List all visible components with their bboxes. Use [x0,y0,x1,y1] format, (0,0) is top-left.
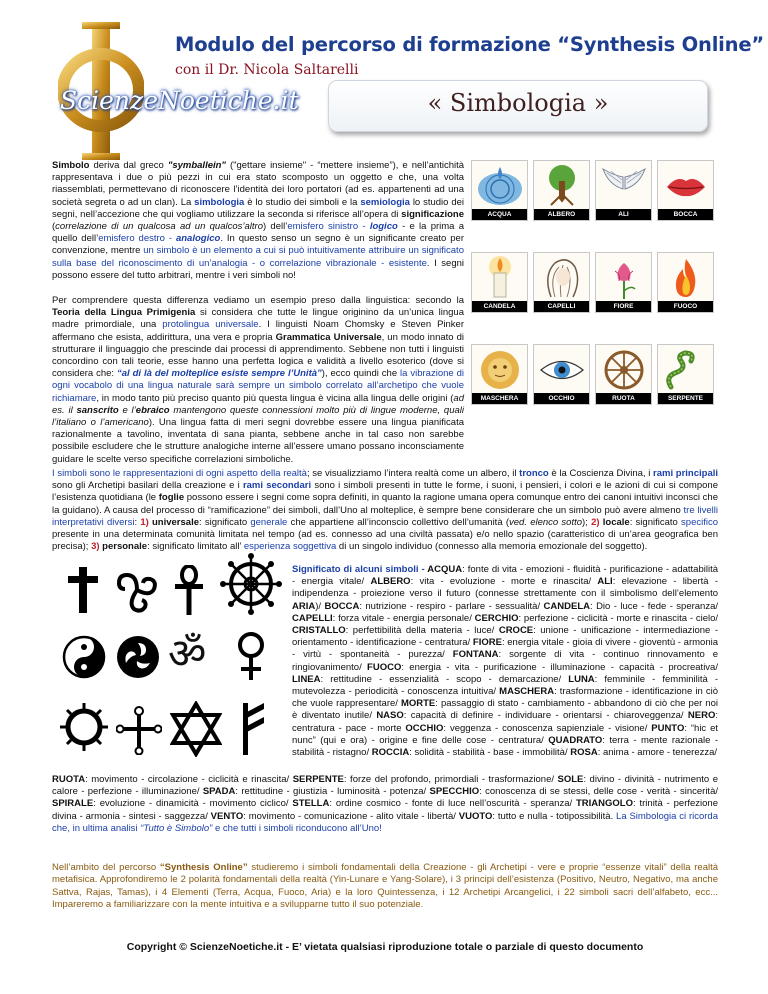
card-label: ALBERO [534,209,589,220]
symbol-meaning: : Dio - luce - fede - speranza/ [590,600,719,612]
flower-card-icon [599,255,649,301]
card-label: RUOTA [596,393,651,404]
latin-cross-icon [66,567,100,613]
candle-card-icon [475,255,525,301]
symbol-keyword: TRIANGOLO [576,798,633,810]
language-paragraph: Per comprendere questa differenza vediamo un esempio preso dalla linguistica: secondo la Teoria della Lingua Primigenia si considera che tutte le lingue originino da un’unica lingua madre primordiale, una protolingua universale. I linguisti Noam Chomsky e Steven Pinker affermano che esista, addirittura, una vera e propria Grammatica Universale, un modo innato di strutturare il linguaggio che prescinde dai processi di apprendimento. Sebbene non tutti i linguisti concordino con tali teorie, esse hanno una perfetta logica e validità a livello esoterico (dove si considera che: “al di là del molteplice esiste sempre l’Unità”), ecco quindi che la vibrazione di ogni vocabolo di una lingua naturale sarà sempre un simbolo correlato all’archetipo che vuole richiamare, in modo tanto più preciso quanto più questa lingua è vicina alla lingua delle origini (ad es. il sanscrito e l’ebraico mantengono queste connessioni molto più di lingue moderne, quali l’italiano o l’americano). Una lingua fatta di meri segni dovrebbe essere una lingua pianificata razionalmente a tavolino, inventata di sana pianta, sebbene anche in tal caso non sarebbe possibile escludere che le strutture analogiche interne all’essere umano possano inconsciamente guidare le scelte verso specifiche correlazioni simboliche. [52,295,465,465]
symbol-meaning: : tutto e nulla - totipossibilità. [492,810,617,822]
card-label: FIORE [596,301,651,312]
card-label: ALI [596,209,651,220]
intro-paragraph: Simbolo deriva dal greco "symballein" ("gettare insieme" - “mettere insieme”), e nell’antichità rappresentava i due o più pezzi in cui era stato scomposto un oggetto e che, una volta riassemblati, permettevano di riconoscere l’identità dei loro portatori (ad es. appartenenti ad una società segreta o ad un clan). La simbologia è lo studio dei simboli e la semiologia lo studio dei segni, nell’accezione che qui vogliamo utilizzare la seconda si riferisce all’opera di significazione (correlazione di un qualcosa ad un qualcos’altro) dell’emisfero sinistro - logico - e la prima a quello dell’emisfero destro - analogico. In questo senso un segno è un significante creato per convenzione, mentre un simbolo è un elemento a cui si può intuitivamente attribuire un significato sulla base del riconoscimento di un’analogia - o correlazione vibrazionale - esistente. I segni possono essere del tutto arbitrari, mentre i veri simboli no! [52,160,465,281]
card-label: SERPENTE [658,393,713,404]
symbol-keyword: VENTO [210,810,244,822]
eye-card-icon [537,347,587,393]
symbol-meaning: : divino - divinità - nutrimento e calore - perfezione - illuminazione/ [52,774,719,798]
symbol-keyword: MASCHERA [499,686,555,698]
symbol-keyword: LUNA [568,673,595,685]
symbol-meaning: : movimento - comunicazione - alito vitale - libertà/ [243,810,459,822]
card-ruota [595,344,652,405]
symbol-keyword: NASO [376,710,404,722]
symbol-keyword: ALI [597,576,613,588]
wheel-card-icon [599,347,649,393]
mask-card-icon [475,347,525,393]
symbol-keyword: SOLE [557,774,584,785]
symbol-keyword: SPIRALE [52,798,94,810]
fire-card-icon [661,255,711,301]
symbol-meaning: : nutrizione - respiro - parlare - sessualità/ [359,600,544,612]
symbol-keyword: SERPENTE [292,774,344,785]
symbol-meaning: : fonte di vita - emozioni - fluidità - purificazione - adattabilità - energia vitale/ [292,564,718,588]
symbol-meaning: : conoscenza di se stessi, delle cose - verità - sincerità/ [479,786,718,798]
symbol-keyword: STELLA [292,798,330,810]
card-albero [533,160,590,221]
module-title: Modulo del percorso di formazione “Synthesis Online” [175,33,764,56]
symbol-keyword: FUOCO [367,661,402,673]
symbol-keyword: ACQUA [427,564,463,575]
symbol-cards-grid [471,160,715,434]
symbol-meaning: : rettitudine - essenzialità - scopo - demarcazione/ [320,673,569,685]
symbol-keyword: CAPELLI [292,612,333,624]
symbol-meaning: : solidità - stabilità - base - immobilità/ [409,747,571,759]
crossed-circles-icon [116,703,162,755]
symbol-meaning: : veggenza - conoscenza sapienziale - visione/ [443,722,652,734]
symbol-keyword: ALBERO [370,576,411,588]
card-fuoco [657,252,714,313]
symbol-keyword: CERCHIO [474,612,519,624]
triskele-icon [114,567,160,613]
symbol-meaning: : rettitudine - giustizia - luminosità - potenza/ [235,786,430,798]
levels-paragraph: I simboli sono le rappresentazioni di ogni aspetto della realtà; se visualizziamo l’intera realtà come un albero, il tronco è la Coscienza Divina, i rami principali sono gli Archetipi basilari della creazione e i rami secondari sono i simboli presenti in tutte le forme, i suoni, i pensieri, i colori e le azioni di cui si compone l’esistenza quotidiana (le foglie possono essere i segni come sopra definiti, in quanto la ragione umana opera comunque entro dei canoni intuitivi inconsci che la guidano). A causa del processo di “ramificazione” dei simboli, dall’Uno al molteplice, è sempre bene considerare che un simbolo può avere almeno tre livelli interpretativi diversi: 1) universale: significato generale che appartiene all’inconscio collettivo dell’umanità (ved. elenco sotto); 2) locale: significato specifico presente in una determinata comunità limitata nel tempo (ad es. connesso ad una civiltà passata) e/o nello spazio (caratteristico di un’area geografica ben precisa); 3) personale: significato limitato all’ esperienza soggettiva di un singolo individuo (connesso alla memoria emozionale del soggetto). [52,468,719,553]
symbol-meanings-lead [292,564,718,759]
symbol-keyword: ROSA [570,747,598,759]
copyright-notice: Copyright © ScienzeNoetiche.it - E’ vietata qualsiasi riproduzione totale o parziale di questo documento [126,941,644,953]
symbol-meaning: : evoluzione - dinamicità - movimento ciclico/ [93,798,293,810]
sun-circle-icon [60,703,108,751]
card-fiore [595,252,652,313]
card-label: BOCCA [658,209,713,220]
symbol-meaning: : capacità di definire - individuare - orientarsi - chiaroveggenza/ [403,710,688,722]
card-label: MASCHERA [472,393,527,404]
symbol-keyword: ARIA [292,600,316,612]
symbol-meaning: : passaggio di stato - cambiamento - abbandono di ciò che per noi è diventato inutile/ [292,698,718,722]
symbol-keyword: PUNTO [651,722,685,734]
symbol-keyword: MORTE [400,698,436,710]
star-of-david-icon [170,701,222,757]
symbol-meaning: : anima - amore - tenerezza/ [597,747,718,759]
venus-icon [234,631,268,681]
dharma-wheel-icon [220,553,282,615]
wings-card-icon [599,163,649,209]
tree-card-icon [537,163,587,209]
module-subtitle: con il Dr. Nicola Saltarelli [175,62,359,78]
symbol-meaning: : energia vitale - gioia di vivere - gioventù - armonia - virtù - spontaneità - purezza/ [292,637,718,661]
symbol-keyword: CANDELA [543,600,590,612]
card-ali [595,160,652,221]
symbol-meaning: : forza vitale - energia personale/ [332,612,475,624]
symbol-meaning: : femminile - femminilità - mutevolezza - periodicità - conoscenza intuitiva/ [292,673,718,698]
om-icon: ॐ [168,629,207,678]
symbol-meaning: : perfettibilità della materia - luce/ [345,625,499,637]
symbol-meaning: : movimento - circolazione - ciclicità e rinascita/ [85,774,293,785]
card-label: OCCHIO [534,393,589,404]
symbol-keyword: NERO [687,710,716,722]
yin-yang-icon [62,635,106,679]
symbol-keyword: BOCCA [324,600,360,612]
symbol-meaning: : terra - mente razionale - stabilità - ristagno/ [292,734,718,759]
symbol-keyword: QUADRATO [548,734,603,746]
symbol-keyword: RUOTA [52,774,86,785]
topic-title: « Simbologia » [427,89,609,117]
card-label: FUOCO [658,301,713,312]
symbol-meaning: : centratura - pace - morte [292,710,718,734]
symbol-meanings-rest: RUOTA: movimento - circolazione - ciclicità e rinascita/ SERPENTE: forze del profondo, primordiali - trasformazione/ SOLE: divino - divinità - nutrimento e calore - perfezione - illuminazione/ SPADA: rettitudine - giustizia - luminosità - potenza/ SPECCHIO: conoscenza di se stessi, delle cose - verità - sincerità/ SPIRALE: evoluzione - dinamicità - movimento ciclico/ STELLA: ordine cosmico - fonte di luce nell’oscurità - speranza/ TRIANGOLO: trinità - perfezione divina - armonia - sintesi - saggezza/ VENTO: movimento - comunicazione - alito vitale - libertà/ VUOTO: tutto e nulla - totipossibilità. La Simbologia ci ricorda che, in ultima analisi “Tutto è Simbolo” e che tutti i simboli riconducono all’Uno! [52,774,719,834]
symbol-keyword: SPECCHIO [429,786,480,798]
symbol-keyword: ROCCIA [371,747,410,759]
meanings-heading: Significato di alcuni simboli - [292,564,428,575]
card-acqua [471,160,528,221]
rune-icon [236,703,270,755]
symbol-meaning: : perfezione - ciclicità - morte e rinascita - cielo/ [518,612,719,624]
symbol-meaning: : forze del profondo, primordiali - trasformazione/ [343,774,558,785]
snake-card-icon [661,347,711,393]
symbol-meaning: : vita - evoluzione - morte e rinascita/ [410,576,598,588]
symbol-keyword: VUOTO [458,810,493,822]
symbol-keyword: LINEA [292,673,321,685]
card-occhio [533,344,590,405]
card-maschera [471,344,528,405]
topic-banner [328,80,708,132]
symbol-keyword: SPADA [202,786,236,798]
symbol-meaning: : ordine cosmico - fonte di luce nell’oscurità - speranza/ [329,798,576,810]
tomoe-icon [116,635,160,679]
card-capelli [533,252,590,313]
symbol-keyword: CRISTALLO [292,625,346,637]
symbol-meaning: : energia - vita - purificazione - illuminazione - capacità - procreativa/ [401,661,718,673]
page-header [0,0,768,160]
symbol-meaning: : “hic et nunc” (qui e ora) - origine e fine delle cose - centratura/ [292,722,718,746]
card-bocca [657,160,714,221]
card-label: CANDELA [472,301,527,312]
symbol-meaning: : trasformazione - identificazione in ciò che vuole rappresentare/ [292,686,718,710]
card-label: ACQUA [472,209,527,220]
sacred-symbols-grid [52,545,282,765]
brand-logo-text: ScienzeNoetiche.it [60,86,299,115]
symbol-meaning: : sorgente di vita - continuo rinnovamento e ringiovanimento/ [292,649,718,673]
symbol-meaning: : trinità - perfezione divina - armonia - sintesi - saggezza/ [52,798,718,822]
card-label: CAPELLI [534,301,589,312]
symbol-keyword: FONTANA [452,649,499,661]
symbol-keyword: FIORE [472,637,502,649]
mouth-card-icon [661,163,711,209]
symbol-meaning: : unione - unificazione - intermediazione - orientamento - identificazione - centratura/ [292,625,718,649]
water-card-icon [475,163,525,209]
symbol-keyword: OCCHIO [405,722,444,734]
card-candela [471,252,528,313]
hair-card-icon [537,255,587,301]
symbol-meaning: )/ [315,600,325,612]
card-serpente [657,344,714,405]
symbol-meaning: : elevazione - libertà - indipendenza - proiezione verso il futuro (connesse strettamente con il simbolismo dell’elemento [292,576,718,600]
ankh-icon [172,565,206,615]
course-description: Nell’ambito del percorso “Synthesis Online” studieremo i simboli fondamentali della Creazione - gli Archetipi - vere e proprie “essenze vitali” della realtà metafisica. Approfondiremo le 2 polarità fondamentali della realtà (Yin-Lunare e Yang-Solare), i 3 principi dell’esistenza (Positivo, Neutro, Negativo, ma anche Sattva, Rajas, Tamas), i 4 Elementi (Terra, Acqua, Fuoco, Aria) e la loro Quintessenza, i 12 Archetipi Arcangelici, i 22 simboli sacri dell’alfabeto, ecc... Impareremo a familiarizzare con la mente intuitiva e a svilupparne tutto il suo potenziale. [52,862,719,910]
symbol-keyword: CROCE [498,625,534,637]
